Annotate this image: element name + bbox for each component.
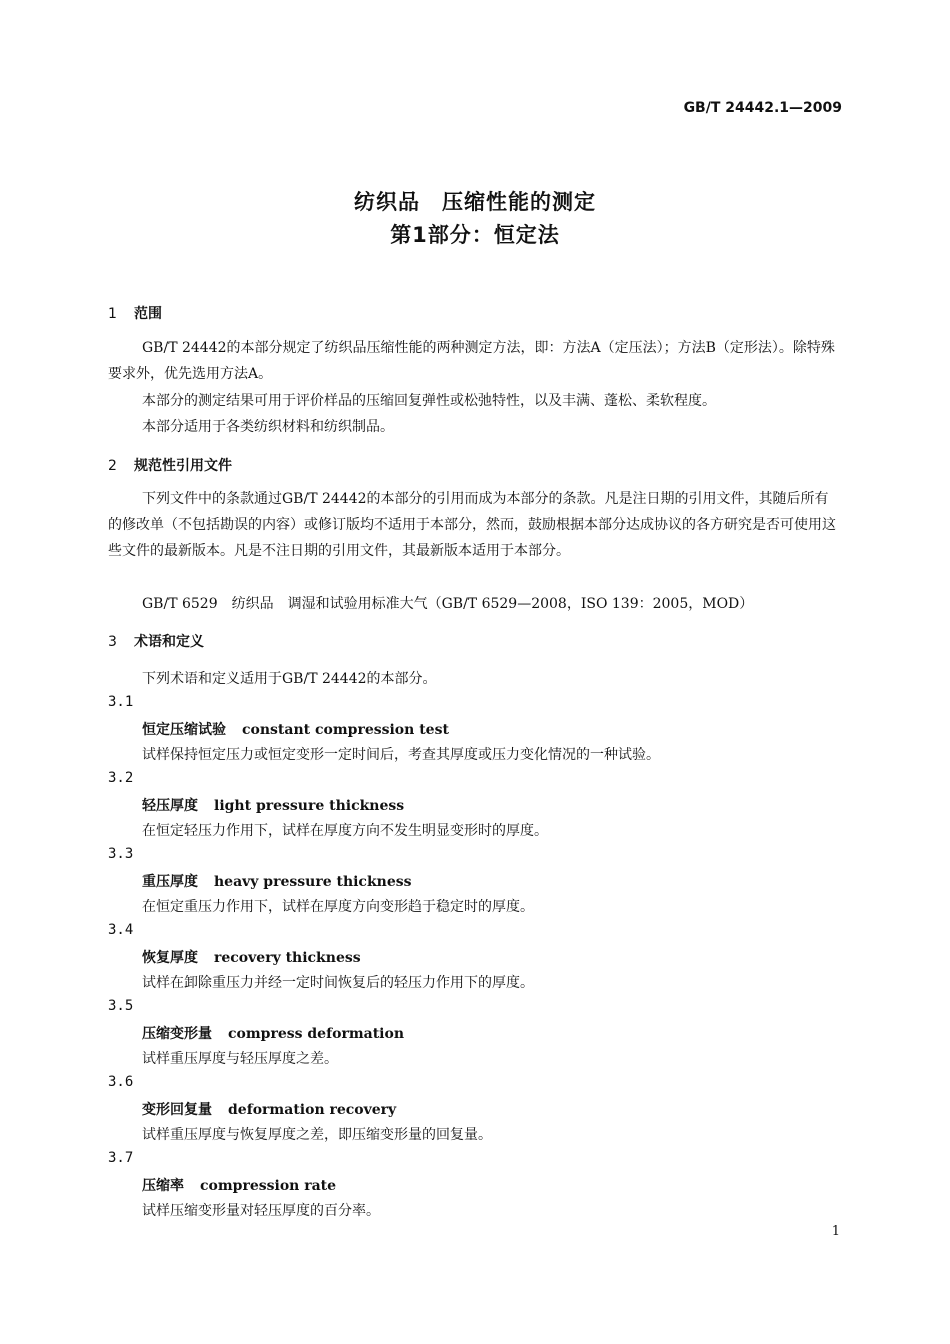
term-zh: 重压厚度 bbox=[142, 874, 198, 890]
term-en: compression rate bbox=[200, 1178, 337, 1194]
term-definition: 在恒定重压力作用下，试样在厚度方向变形趋于稳定时的厚度。 bbox=[142, 899, 534, 915]
document-subtitle: 第1部分：恒定法 bbox=[390, 223, 560, 247]
section-number: 1 bbox=[108, 306, 117, 322]
term-definition: 试样重压厚度与轻压厚度之差。 bbox=[142, 1051, 338, 1067]
term-heading bbox=[142, 1023, 404, 1043]
term-definition: 试样重压厚度与恢复厚度之差，即压缩变形量的回复量。 bbox=[142, 1127, 492, 1143]
term-zh: 压缩率 bbox=[142, 1178, 184, 1194]
term-definition: 试样保持恒定压力或恒定变形一定时间后，考查其厚度或压力变化情况的一种试验。 bbox=[142, 747, 660, 763]
term-number: 3.3 bbox=[108, 846, 134, 862]
term-zh: 恒定压缩试验 bbox=[142, 722, 226, 738]
term-heading bbox=[142, 871, 412, 891]
section-title: 规范性引用文件 bbox=[134, 458, 232, 474]
term-definition: 在恒定轻压力作用下，试样在厚度方向不发生明显变形时的厚度。 bbox=[142, 823, 548, 839]
references-paragraph: 下列文件中的条款通过GB/T 24442的本部分的引用而成为本部分的条款。凡是注日期的引用文件，其随后所有的修改单（不包括勘误的内容）或修订版均不适用于本部分，然而，鼓励根据本部分达成协议的各方研究是否可使用这些文件的最新版本。凡是不注日期的引用文件，其最新版本适用于本部分。 bbox=[108, 491, 836, 559]
document-title: 纺织品 压缩性能的测定 bbox=[354, 190, 596, 214]
term-zh: 压缩变形量 bbox=[142, 1026, 212, 1042]
term-heading bbox=[142, 795, 404, 815]
section-heading-scope bbox=[108, 303, 162, 323]
standard-number: GB/T 24442.1—2009 bbox=[683, 100, 842, 116]
term-zh: 变形回复量 bbox=[142, 1102, 212, 1118]
section-number: 3 bbox=[108, 634, 117, 650]
section-heading-terms bbox=[108, 631, 204, 651]
scope-paragraph-2: 本部分的测定结果可用于评价样品的压缩回复弹性或松弛特性，以及丰满、蓬松、柔软程度。 bbox=[142, 393, 716, 409]
term-number: 3.4 bbox=[108, 922, 134, 938]
term-heading bbox=[142, 719, 449, 739]
section-title: 范围 bbox=[134, 306, 162, 322]
term-definition: 试样压缩变形量对轻压厚度的百分率。 bbox=[142, 1203, 380, 1219]
section-heading-normative-references bbox=[108, 455, 232, 475]
term-en: deformation recovery bbox=[228, 1102, 397, 1118]
term-number: 3.6 bbox=[108, 1074, 134, 1090]
term-number: 3.5 bbox=[108, 998, 134, 1014]
term-heading bbox=[142, 1175, 336, 1195]
term-en: compress deformation bbox=[228, 1026, 405, 1042]
scope-paragraph-3: 本部分适用于各类纺织材料和纺织制品。 bbox=[142, 419, 394, 435]
term-zh: 恢复厚度 bbox=[142, 950, 198, 966]
term-number: 3.7 bbox=[108, 1150, 134, 1166]
term-en: constant compression test bbox=[242, 722, 449, 738]
term-en: light pressure thickness bbox=[214, 798, 405, 814]
scope-paragraph-1: GB/T 24442的本部分规定了纺织品压缩性能的两种测定方法，即：方法A（定压法）；方法B（定形法）。除特殊要求外，优先选用方法A。 bbox=[108, 340, 835, 382]
term-definition: 试样在卸除重压力并经一定时间恢复后的轻压力作用下的厚度。 bbox=[142, 975, 534, 991]
term-heading bbox=[142, 1099, 396, 1119]
term-en: recovery thickness bbox=[214, 950, 361, 966]
term-heading bbox=[142, 947, 361, 967]
term-en: heavy pressure thickness bbox=[214, 874, 412, 890]
section-number: 2 bbox=[108, 458, 117, 474]
term-zh: 轻压厚度 bbox=[142, 798, 198, 814]
reference-item: GB/T 6529 纺织品 调湿和试验用标准大气（GB/T 6529—2008，ISO 139：2005，MOD） bbox=[142, 596, 754, 612]
term-number: 3.2 bbox=[108, 770, 134, 786]
section-title: 术语和定义 bbox=[134, 634, 204, 650]
page-number: 1 bbox=[831, 1224, 840, 1239]
term-number: 3.1 bbox=[108, 694, 134, 710]
terms-intro: 下列术语和定义适用于GB/T 24442的本部分。 bbox=[142, 671, 437, 687]
